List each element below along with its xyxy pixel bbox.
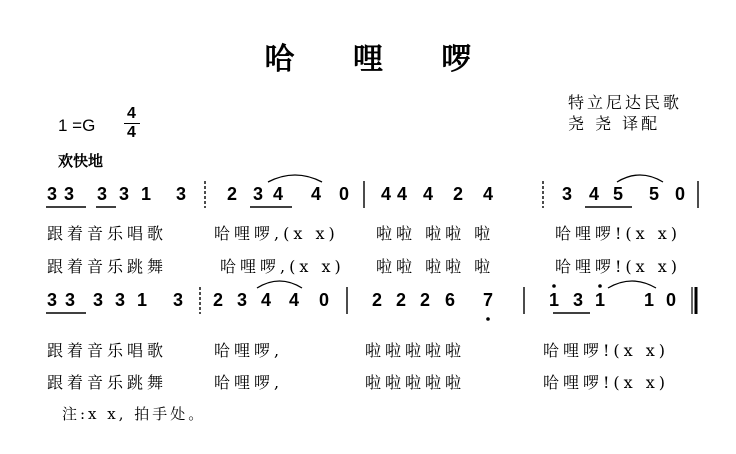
lyric-s1-l2-m3: 啦啦 啦啦 啦: [376, 257, 495, 276]
note-digit: 2: [371, 290, 383, 310]
octave-dot-high: [552, 284, 556, 288]
note-digit: 1: [548, 290, 560, 310]
tie-arc: [257, 281, 302, 288]
note-digit: 3: [64, 290, 76, 310]
lyric-s1-l2-m1: 跟着音乐跳舞: [47, 257, 168, 276]
lyric-s2-l1-m3: 啦啦啦啦啦: [365, 341, 466, 360]
note-digit: 1: [136, 290, 148, 310]
note-digit: 4: [272, 184, 284, 204]
tie-arc: [608, 281, 656, 288]
origin-credit: 特立尼达民歌: [568, 93, 683, 112]
note-digit: 2: [212, 290, 224, 310]
note-digit: 1: [594, 290, 606, 310]
note-digit: 3: [561, 184, 573, 204]
lyric-s1-l2-m4: 哈哩啰!(x x): [555, 257, 682, 276]
note-digit: 4: [260, 290, 272, 310]
lyric-s1-l2-m2: 哈哩啰,(x x): [220, 257, 345, 276]
lyric-s2-l2-m3: 啦啦啦啦啦: [365, 373, 466, 392]
note-digit: 4: [482, 184, 494, 204]
note-digit: 2: [226, 184, 238, 204]
key-signature: 1 =G: [58, 116, 96, 135]
lyric-s2-l1-m2: 哈哩啰,: [214, 341, 284, 360]
lyric-s2-l1-m4: 哈哩啰!(x x): [543, 341, 670, 360]
time-signature-top: 4: [127, 105, 136, 122]
note-digit: 4: [310, 184, 322, 204]
note-digit: 3: [236, 290, 248, 310]
note-digit: 1: [643, 290, 655, 310]
note-digit: 0: [338, 184, 350, 204]
lyric-s2-l2-m2: 哈哩啰,: [214, 373, 284, 392]
note-digit: 3: [118, 184, 130, 204]
note-digit: 4: [422, 184, 434, 204]
lyric-s2-l1-m1: 跟着音乐唱歌: [47, 341, 168, 360]
note-digit: 3: [63, 184, 75, 204]
lyric-s1-l1-m3: 啦啦 啦啦 啦: [376, 224, 495, 243]
note-digit: 3: [46, 184, 58, 204]
note-digit: 5: [612, 184, 624, 204]
note-digit: 7: [482, 290, 494, 310]
arranger-credit: 尧 尧 译配: [568, 114, 661, 133]
tempo-marking: 欢快地: [58, 152, 104, 170]
note-digit: 2: [419, 290, 431, 310]
note-digit: 4: [588, 184, 600, 204]
note-digit: 6: [444, 290, 456, 310]
lyric-s2-l2-m4: 哈哩啰!(x x): [543, 373, 670, 392]
note-digit: 3: [96, 184, 108, 204]
note-digit: 4: [396, 184, 408, 204]
lyric-s1-l1-m4: 哈哩啰!(x x): [555, 224, 682, 243]
note-digit: 1: [140, 184, 152, 204]
note-digit: 0: [318, 290, 330, 310]
lyric-s2-l2-m1: 跟着音乐跳舞: [47, 373, 168, 392]
note-digit: 3: [572, 290, 584, 310]
lyric-s1-l1-m1: 跟着音乐唱歌: [47, 224, 168, 243]
song-title: 哈 哩 啰: [264, 42, 496, 77]
note-digit: 2: [452, 184, 464, 204]
note-digit: 3: [175, 184, 187, 204]
note-digit: 3: [114, 290, 126, 310]
note-digit: 3: [252, 184, 264, 204]
octave-dot-low: [486, 317, 490, 321]
footnote: 注:x x, 拍手处。: [62, 405, 207, 423]
note-digit: 2: [395, 290, 407, 310]
time-signature-bottom: 4: [127, 124, 136, 141]
note-digit: 4: [288, 290, 300, 310]
note-digit: 3: [46, 290, 58, 310]
note-digit: 3: [92, 290, 104, 310]
note-digit: 4: [380, 184, 392, 204]
octave-dot-high: [598, 284, 602, 288]
note-digit: 0: [674, 184, 686, 204]
lyric-s1-l1-m2: 哈哩啰,(x x): [214, 224, 339, 243]
tie-arc: [268, 175, 322, 182]
note-digit: 5: [648, 184, 660, 204]
note-digit: 3: [172, 290, 184, 310]
note-digit: 0: [665, 290, 677, 310]
tie-arc: [617, 175, 663, 182]
